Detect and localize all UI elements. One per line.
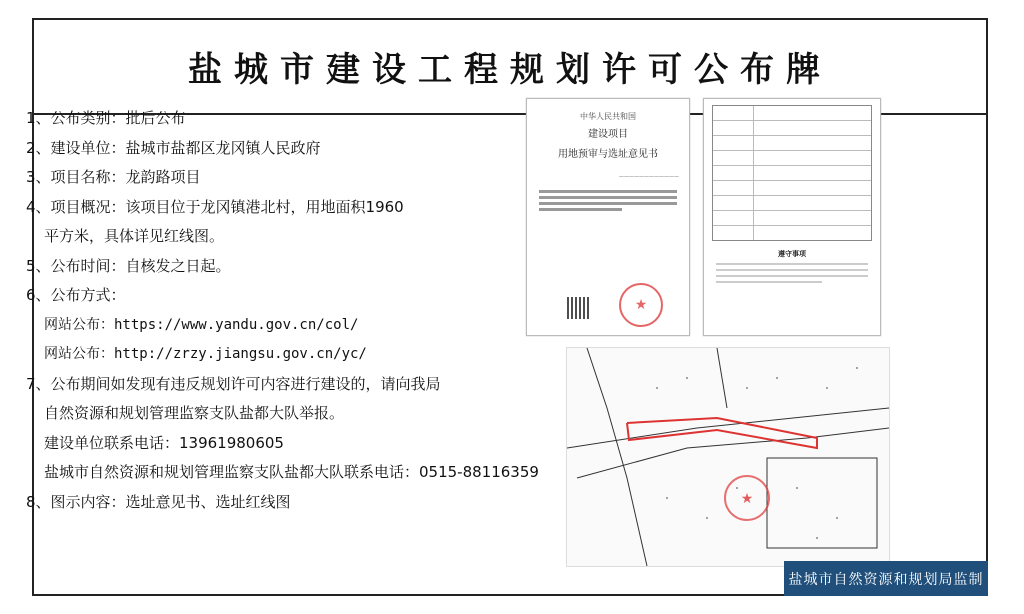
item-report: 7、公布期间如发现有违反规划许可内容进行建设的，请向我局 bbox=[26, 374, 441, 393]
item-category: 1、公布类别：批后公布 bbox=[26, 109, 186, 127]
website-link-2[interactable]: 网站公布：http://zrzy.jiangsu.gov.cn/yc/ bbox=[44, 346, 367, 362]
project-info-table bbox=[712, 105, 872, 241]
page-title: 盐城市建设工程规划许可公布牌 bbox=[188, 50, 832, 90]
qr-code-icon bbox=[567, 297, 589, 319]
item-time: 5、公布时间：自核发之日起。 bbox=[26, 256, 231, 275]
item-project-name: 3、项目名称：龙韵路项目 bbox=[26, 168, 201, 186]
official-seal-icon: ★ bbox=[619, 283, 663, 327]
doc-title-line1: 建设项目 bbox=[588, 129, 628, 140]
map-seal-star: ★ bbox=[740, 491, 754, 507]
project-info-document bbox=[703, 98, 881, 336]
map-boundaries bbox=[567, 348, 889, 566]
issuer-footer: 盐城市自然资源和规划局监制 bbox=[784, 561, 988, 596]
doc-title-line2: 用地预审与选址意见书 bbox=[558, 149, 658, 160]
notice-items bbox=[26, 104, 546, 517]
builder-phone: 建设单位联系电话：13961980605 bbox=[44, 433, 284, 452]
notice-line bbox=[716, 275, 868, 277]
red-line-map-drawing bbox=[567, 348, 889, 566]
notice-line bbox=[716, 263, 868, 265]
item-method: 6、公布方式： bbox=[26, 286, 126, 304]
notice-title: 遵守事项 bbox=[778, 250, 806, 258]
item-report-cont: 自然资源和规划管理监察支队盐都大队举报。 bbox=[44, 404, 345, 422]
item-diagrams: 8、图示内容：选址意见书、选址红线图 bbox=[26, 492, 291, 511]
doc-country-header: 中华人民共和国 bbox=[580, 112, 636, 121]
doc-body-text bbox=[539, 190, 677, 211]
notice-line bbox=[716, 281, 822, 283]
site-opinion-document bbox=[526, 98, 690, 336]
item-overview: 4、项目概况：该项目位于龙冈镇港北村，用地面积1960 bbox=[26, 197, 404, 216]
item-overview-cont: 平方米，具体详见红线图。 bbox=[44, 227, 225, 245]
notice-line bbox=[716, 269, 868, 271]
bureau-phone: 盐城市自然资源和规划管理监察支队盐都大队联系电话：0515-88116359 bbox=[44, 463, 539, 481]
map-dots bbox=[656, 367, 858, 539]
website-link-1[interactable]: 网站公布：https://www.yandu.gov.cn/col/ bbox=[44, 316, 359, 333]
red-line-map bbox=[566, 347, 890, 567]
doc-number-line: ———————————— bbox=[619, 174, 679, 180]
item-builder: 2、建设单位：盐城市盐都区龙冈镇人民政府 bbox=[26, 138, 321, 157]
red-line-boundary bbox=[627, 418, 817, 448]
